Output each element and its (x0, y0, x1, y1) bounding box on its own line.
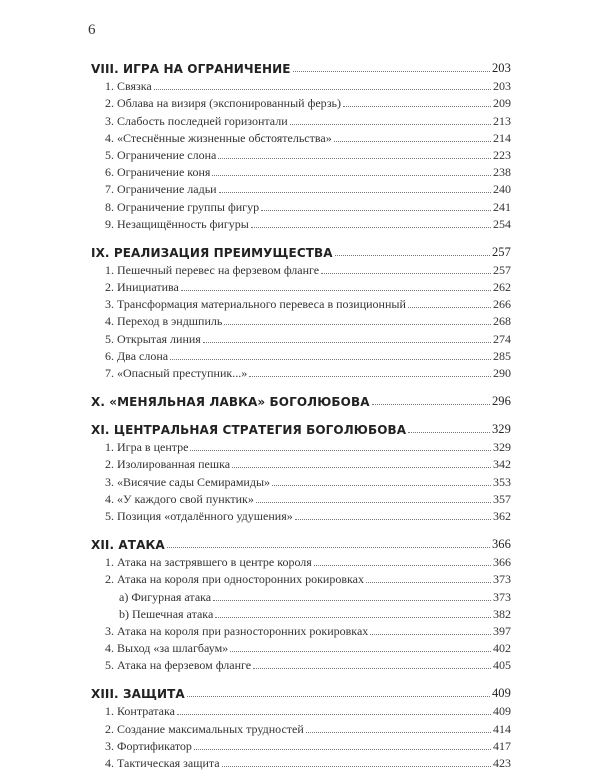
item-page-number: 353 (493, 474, 511, 489)
leader-dots (261, 210, 491, 211)
item-page-number: 223 (493, 147, 511, 162)
chapter-title: X. «МЕНЯЛЬНАЯ ЛАВКА» БОГОЛЮБОВА (91, 395, 370, 409)
leader-dots (335, 255, 490, 256)
chapter-entry[interactable] (91, 243, 511, 260)
item-page-number: 382 (493, 606, 511, 621)
leader-dots (256, 502, 491, 503)
item-title: 6. Ограничение коня (105, 165, 211, 180)
item-title: 1. Связка (105, 79, 152, 94)
item-title: 3. Слабость последней горизонтали (105, 113, 288, 128)
item-title: 9. Незащищённость фигуры (105, 216, 249, 231)
leader-dots (213, 600, 491, 601)
chapter-entry[interactable] (91, 420, 511, 437)
item-title: a) Фигурная атака (119, 589, 212, 604)
leader-dots (167, 547, 490, 548)
item-page-number: 366 (493, 555, 511, 570)
leader-dots (154, 89, 491, 90)
leader-dots (249, 376, 491, 377)
item-title: 5. Позиция «отдалённого удушения» (105, 508, 293, 523)
leader-dots (290, 124, 491, 125)
leader-dots (203, 342, 491, 343)
chapter-title: VIII. ИГРА НА ОГРАНИЧЕНИЕ (91, 62, 291, 76)
toc-section (91, 684, 511, 771)
chapter-page-number: 257 (491, 244, 511, 259)
item-title: 2. Атака на короля при односторонних рокировках (105, 572, 364, 587)
leader-dots (293, 71, 490, 72)
leader-dots (230, 651, 491, 652)
toc-subitem[interactable] (91, 605, 511, 622)
toc-section (91, 243, 511, 381)
chapter-title: XIII. ЗАЩИТА (91, 687, 185, 702)
leader-dots (219, 192, 491, 193)
table-of-contents (91, 59, 511, 782)
item-page-number: 262 (493, 280, 511, 295)
item-title: 1. Пешечный перевес на ферзевом фланге (105, 262, 320, 277)
item-title: 1. Игра в центре (105, 440, 189, 455)
leader-dots (215, 617, 491, 618)
toc-item[interactable] (91, 472, 511, 489)
item-page-number: 405 (493, 658, 511, 673)
leader-dots (224, 324, 491, 325)
item-page-number: 417 (493, 738, 511, 753)
toc-item[interactable] (91, 754, 511, 771)
toc-item[interactable] (91, 507, 511, 524)
toc-item[interactable] (91, 737, 511, 754)
item-page-number: 240 (493, 182, 511, 197)
item-title: 7. «Опасный преступник...» (105, 366, 248, 380)
item-page-number: 329 (493, 440, 511, 455)
leader-dots (253, 668, 491, 669)
chapter-page-number: 329 (491, 422, 511, 436)
toc-section (91, 535, 511, 673)
chapter-title: XII. АТАКА (91, 537, 165, 552)
leader-dots (314, 565, 491, 566)
item-title: 4. «Стеснённые жизненные обстоятельства» (105, 130, 332, 145)
toc-item[interactable] (91, 197, 511, 214)
item-title: 5. Открытая линия (105, 331, 201, 346)
toc-item[interactable] (91, 77, 511, 94)
toc-item[interactable] (91, 129, 511, 146)
leader-dots (218, 158, 491, 159)
leader-dots (343, 106, 491, 107)
toc-item[interactable] (91, 146, 511, 163)
item-title: 2. Облава на визиря (экспонированный ферзь) (105, 96, 342, 111)
chapter-page-number: 409 (491, 686, 511, 701)
chapter-page-number: 203 (491, 61, 511, 75)
item-page-number: 373 (493, 589, 511, 604)
item-title: 3. Атака на короля при разносторонних рокировках (105, 623, 369, 638)
leader-dots (177, 714, 491, 715)
item-title: 5. Ограничение слона (105, 147, 217, 162)
chapter-entry[interactable] (91, 392, 511, 409)
item-title: 8. Ограничение группы фигур (105, 199, 260, 214)
item-page-number: 402 (493, 641, 511, 656)
item-title: 4. «У каждого свой пунктик» (105, 491, 254, 506)
leader-dots (306, 732, 491, 733)
item-title: 1. Контратака (105, 704, 175, 719)
leader-dots (370, 634, 491, 635)
item-page-number: 409 (493, 704, 511, 719)
item-title: 4. Тактическая защита (105, 756, 220, 770)
item-title: 4. Выход «за шлагбаум» (105, 641, 229, 656)
toc-section (91, 59, 511, 232)
item-page-number: 214 (493, 130, 511, 145)
leader-dots (321, 273, 491, 274)
chapter-entry[interactable] (91, 535, 511, 552)
item-title: 3. «Висячие сады Семирамиды» (105, 474, 271, 489)
item-page-number: 241 (493, 199, 511, 214)
item-title: 2. Создание максимальных трудностей (105, 721, 304, 736)
toc-item[interactable] (91, 553, 511, 570)
item-page-number: 266 (493, 297, 511, 312)
leader-dots (366, 582, 491, 583)
item-page-number: 274 (493, 331, 511, 346)
toc-item[interactable] (91, 438, 511, 455)
toc-item[interactable] (91, 94, 511, 111)
item-title: 3. Трансформация материального перевеса в позиционный (105, 297, 406, 312)
item-page-number: 257 (493, 262, 511, 277)
toc-item[interactable] (91, 702, 511, 719)
toc-section (91, 392, 511, 409)
item-page-number: 268 (493, 314, 511, 329)
toc-item[interactable] (91, 215, 511, 232)
toc-item[interactable] (91, 719, 511, 736)
item-title: 1. Атака на застрявшего в центре короля (105, 555, 312, 570)
leader-dots (187, 696, 490, 697)
toc-item[interactable] (91, 111, 511, 128)
item-page-number: 362 (493, 508, 511, 523)
leader-dots (334, 141, 491, 142)
toc-section (91, 420, 511, 524)
leader-dots (222, 766, 491, 767)
item-title: 4. Переход в эндшпиль (105, 314, 223, 329)
item-title: b) Пешечная атака (119, 606, 214, 621)
item-title: 5. Атака на ферзевом фланге (105, 658, 252, 673)
chapter-page-number: 366 (491, 536, 511, 551)
item-title: 2. Инициатива (105, 280, 179, 295)
chapter-entry[interactable] (91, 59, 511, 76)
toc-item[interactable] (91, 163, 511, 180)
chapter-page-number: 296 (491, 394, 511, 408)
toc-item[interactable] (91, 295, 511, 312)
leader-dots (212, 175, 491, 176)
leader-dots (170, 359, 491, 360)
leader-dots (408, 432, 490, 433)
chapter-title: IX. РЕАЛИЗАЦИЯ ПРЕИМУЩЕСТВА (91, 245, 333, 260)
leader-dots (190, 450, 491, 451)
item-page-number: 209 (493, 96, 511, 111)
item-page-number: 290 (493, 366, 511, 380)
item-page-number: 373 (493, 572, 511, 587)
toc-item[interactable] (91, 455, 511, 472)
leader-dots (295, 519, 491, 520)
item-title: 7. Ограничение ладьи (105, 182, 217, 197)
leader-dots (232, 467, 491, 468)
item-page-number: 397 (493, 623, 511, 638)
item-page-number: 342 (493, 457, 511, 472)
toc-item[interactable] (91, 278, 511, 295)
toc-item[interactable] (91, 639, 511, 656)
item-page-number: 238 (493, 165, 511, 180)
toc-item[interactable] (91, 329, 511, 346)
leader-dots (408, 307, 491, 308)
leader-dots (272, 485, 491, 486)
item-title: 2. Изолированная пешка (105, 457, 231, 472)
page-number: 6 (88, 22, 96, 38)
toc-item[interactable] (91, 312, 511, 329)
item-page-number: 213 (493, 113, 511, 128)
toc-item[interactable] (91, 622, 511, 639)
toc-item[interactable] (91, 656, 511, 673)
leader-dots (372, 404, 490, 405)
leader-dots (251, 227, 491, 228)
item-page-number: 254 (493, 216, 511, 231)
item-page-number: 357 (493, 491, 511, 506)
toc-subitem[interactable] (91, 587, 511, 604)
chapter-entry[interactable] (91, 684, 511, 701)
toc-item[interactable] (91, 261, 511, 278)
item-page-number: 285 (493, 348, 511, 363)
toc-item[interactable] (91, 347, 511, 364)
chapter-title: XI. ЦЕНТРАЛЬНАЯ СТРАТЕГИЯ БОГОЛЮБОВА (91, 423, 407, 437)
item-page-number: 203 (493, 79, 511, 94)
item-page-number: 414 (493, 721, 511, 736)
toc-item[interactable] (91, 180, 511, 197)
item-title: 6. Два слона (105, 348, 169, 363)
item-title: 3. Фортификатор (105, 738, 192, 753)
leader-dots (181, 290, 491, 291)
item-page-number: 423 (493, 756, 511, 770)
toc-item[interactable] (91, 490, 511, 507)
toc-item[interactable] (91, 364, 511, 381)
toc-item[interactable] (91, 570, 511, 587)
